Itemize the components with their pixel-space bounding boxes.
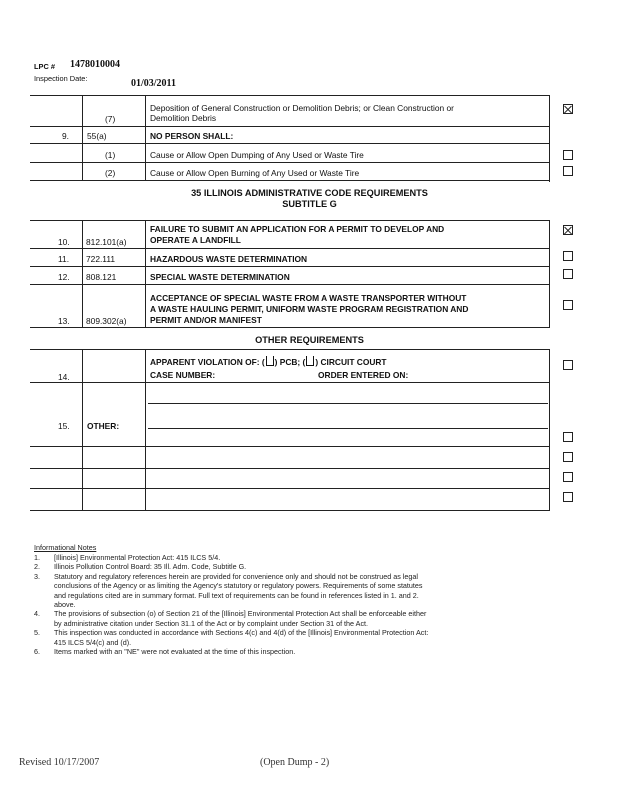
row-heading: OPERATE A LANDFILL <box>150 235 241 245</box>
lpc-label: LPC # <box>34 62 55 71</box>
write-in-line[interactable] <box>148 428 548 429</box>
checkbox[interactable] <box>563 492 573 502</box>
row-heading: A WASTE HAULING PERMIT, UNIFORM WASTE PROGRAM REGISTRATION AND <box>150 304 469 314</box>
row-ref: 808.121 <box>86 272 117 282</box>
col-divider-1 <box>82 349 83 510</box>
table-top-rule <box>30 349 550 350</box>
note-text: This inspection was conducted in accordance with Sections 4(c) and 4(d) of the [Illinois] Environmental Protection Act: 415 ILCS 5/4(c) and (d). <box>54 628 429 647</box>
checkbox[interactable] <box>563 300 573 310</box>
note-text: Illinois Pollution Control Board: 35 Ill. Adm. Code, Subtitle G. <box>54 562 247 572</box>
write-in-line[interactable] <box>30 488 550 489</box>
table-top-rule <box>30 220 550 221</box>
col-divider-3 <box>549 95 550 182</box>
row-rule <box>30 143 550 144</box>
row-rule <box>30 248 550 249</box>
circuit-court-checkbox[interactable] <box>306 356 314 366</box>
note-item <box>34 628 554 647</box>
col-divider-3 <box>549 349 550 510</box>
checkbox[interactable] <box>563 452 573 462</box>
section-title: 35 ILLINOIS ADMINISTRATIVE CODE REQUIREMENTS <box>191 188 428 198</box>
checkbox[interactable] <box>563 166 573 176</box>
col-divider-1 <box>82 220 83 327</box>
row-ref: (2) <box>105 168 116 178</box>
checkbox[interactable] <box>563 251 573 261</box>
col-divider-3 <box>549 220 550 327</box>
note-item <box>34 572 554 610</box>
note-number: 1. <box>34 553 40 562</box>
row-number: 15. <box>58 421 70 431</box>
note-number: 4. <box>34 609 40 619</box>
circuit-court-label: CIRCUIT COURT <box>320 357 387 367</box>
row-ref: 809.302(a) <box>86 316 127 326</box>
row-rule <box>30 284 550 285</box>
row-number: 13. <box>58 316 70 326</box>
apparent-violation-line: APPARENT VIOLATION OF: ( ) PCB; ( ) CIRCUIT COURT <box>150 357 387 367</box>
row-number: 10. <box>58 237 70 247</box>
other-label: OTHER: <box>87 421 120 431</box>
section-title: OTHER REQUIREMENTS <box>255 335 364 345</box>
col-divider-2 <box>145 220 146 327</box>
row-heading: FAILURE TO SUBMIT AN APPLICATION FOR A PERMIT TO DEVELOP AND <box>150 224 445 234</box>
row-number: 12. <box>58 272 70 282</box>
note-item <box>34 647 554 656</box>
row-ref: 812.101(a) <box>86 237 127 247</box>
notes-heading: Informational Notes <box>34 543 97 552</box>
row-rule <box>30 162 550 163</box>
inspection-date-value: 01/03/2011 <box>131 78 177 89</box>
note-number: 3. <box>34 571 40 581</box>
inspection-date-label: Inspection Date: <box>34 74 88 83</box>
col-divider-1 <box>82 95 83 180</box>
order-entered-label: ORDER ENTERED ON: <box>318 370 409 380</box>
row-ref: (7) <box>105 114 116 124</box>
row-rule <box>30 126 550 127</box>
checkbox[interactable] <box>563 360 573 370</box>
checkbox-checked[interactable] <box>563 225 573 235</box>
write-in-line[interactable] <box>30 510 550 511</box>
write-in-line[interactable] <box>30 468 550 469</box>
row-ref: (1) <box>105 150 116 160</box>
checkbox-checked[interactable] <box>563 104 573 114</box>
row-ref: 722.111 <box>86 254 116 264</box>
row-number: 9. <box>62 131 69 141</box>
note-item <box>34 562 554 571</box>
note-text: Statutory and regulatory references herein are provided for convenience only and should not be construed as legal conclusions of the Agency or as limiting the Agency's statutory or regulatory powers. Requirements of some statutes and regulations cited are in summary format. Full text of requirements can be found in references listed in 1. and 2. above. <box>54 571 423 610</box>
row-heading: ACCEPTANCE OF SPECIAL WASTE FROM A WASTE TRANSPORTER WITHOUT <box>150 293 467 303</box>
row-text-line: Cause or Allow Open Burning of Any Used or Waste Tire <box>150 168 360 178</box>
notes-list <box>34 553 554 656</box>
page-label: (Open Dump - 2) <box>260 757 330 768</box>
pcb-checkbox[interactable] <box>266 356 274 366</box>
row-text-line: Demolition Debris <box>150 113 217 123</box>
row-heading: PERMIT AND/OR MANIFEST <box>150 315 262 325</box>
row-heading: SPECIAL WASTE DETERMINATION <box>150 272 290 282</box>
checkbox[interactable] <box>563 472 573 482</box>
apparent-label: APPARENT VIOLATION OF: <box>150 357 260 367</box>
col-divider-2 <box>145 95 146 180</box>
row-rule <box>30 327 550 328</box>
row-number: 11. <box>58 254 70 264</box>
note-text: [Illinois] Environmental Protection Act: 415 ILCS 5/4. <box>54 553 221 562</box>
write-in-line[interactable] <box>148 403 548 404</box>
row-heading: NO PERSON SHALL: <box>150 131 234 141</box>
checkbox[interactable] <box>563 150 573 160</box>
note-number: 5. <box>34 628 40 638</box>
note-number: 2. <box>34 562 40 572</box>
row-ref: 55(a) <box>87 131 107 141</box>
table-top-rule <box>30 95 550 96</box>
section-subtitle: SUBTITLE G <box>282 199 337 209</box>
row-rule <box>30 266 550 267</box>
note-item <box>34 609 554 628</box>
case-number-label: CASE NUMBER: <box>150 370 216 380</box>
row-heading: HAZARDOUS WASTE DETERMINATION <box>150 254 308 264</box>
note-text: Items marked with an "NE" were not evaluated at the time of this inspection. <box>54 647 296 657</box>
row-rule <box>30 180 550 181</box>
note-item <box>34 553 554 562</box>
row-text-line: Cause or Allow Open Dumping of Any Used or Waste Tire <box>150 150 364 160</box>
lpc-number: 1478010004 <box>70 59 120 70</box>
col-divider-2 <box>145 349 146 510</box>
row-text-line: Deposition of General Construction or Demolition Debris; or Clean Construction or <box>150 103 454 113</box>
note-number: 6. <box>34 647 40 657</box>
row-number: 14. <box>58 372 70 382</box>
note-text: The provisions of subsection (o) of Section 21 of the [Illinois] Environmental Protection Act shall be enforceable either by administrative citation under Section 31.1 of the Act or by complaint under Section 31 of the Act. <box>54 609 427 628</box>
row-rule <box>30 382 550 383</box>
checkbox[interactable] <box>563 432 573 442</box>
write-in-line[interactable] <box>30 446 550 447</box>
pcb-label: PCB; <box>279 357 301 367</box>
checkbox[interactable] <box>563 269 573 279</box>
revised-date: Revised 10/17/2007 <box>19 757 100 768</box>
